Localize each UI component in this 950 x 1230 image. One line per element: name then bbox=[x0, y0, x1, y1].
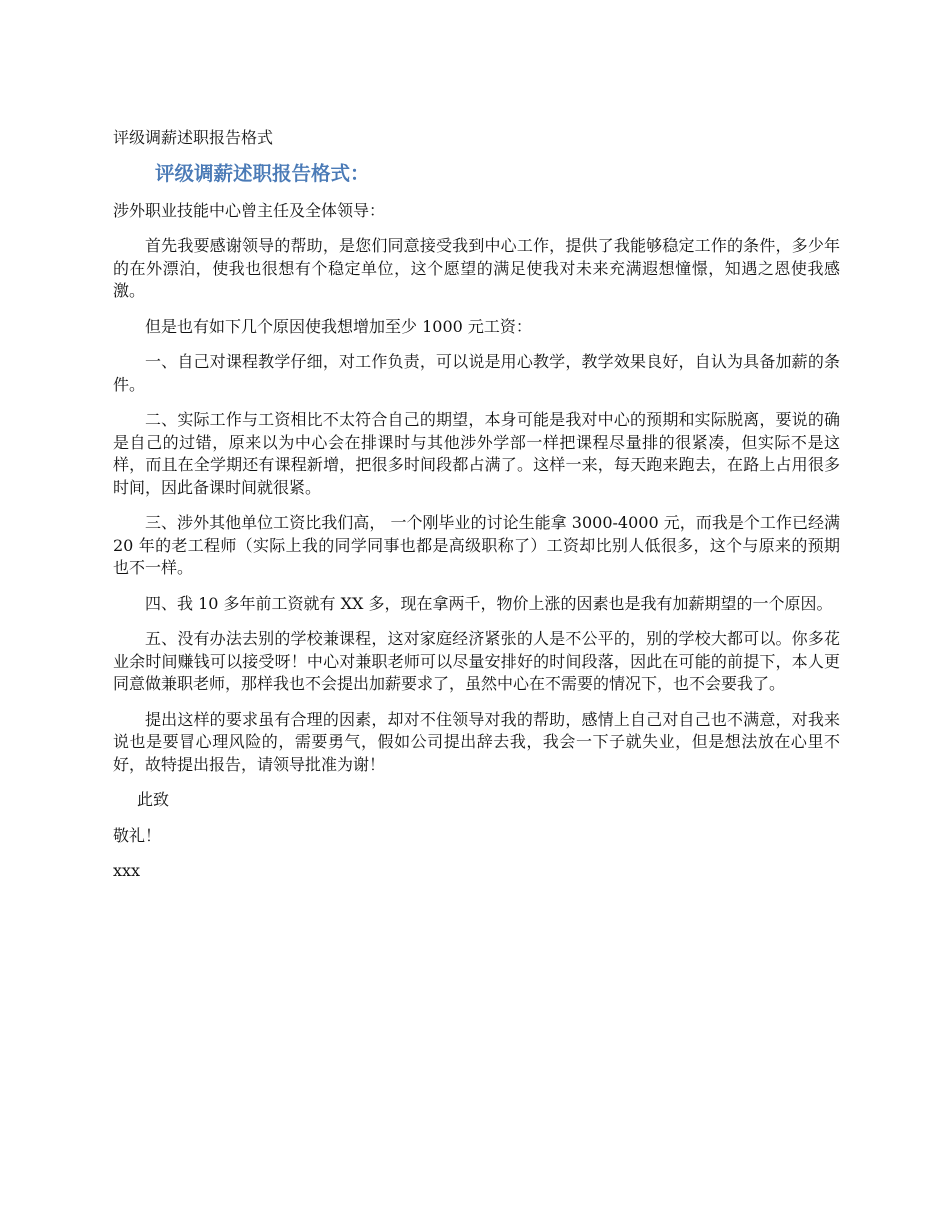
salutation: 涉外职业技能中心曾主任及全体领导： bbox=[113, 200, 386, 220]
paragraph-request: 但是也有如下几个原因使我想增加至少 1000 元工资： bbox=[145, 316, 532, 336]
document-page bbox=[113, 127, 840, 883]
paragraph-reason-1: 一、自己对课程教学仔细，对工作负责，可以说是用心教学，教学效果良好，自认为具备加薪的条件。 bbox=[113, 352, 840, 394]
paragraph-reason-4: 四、我 10 多年前工资就有 XX 多，现在拿两千，物价上涨的因素也是我有加薪期望的一个原因。 bbox=[145, 593, 833, 613]
document-title: 评级调薪述职报告格式 bbox=[113, 128, 274, 147]
closing: 此致 bbox=[137, 790, 170, 809]
paragraph-conclusion: 提出这样的要求虽有合理的因素，却对不住领导对我的帮助，感情上自己对自己也不满意，对我来说也是要冒心理风险的，需要勇气，假如公司提出辞去我，我会一下子就失业，但是想法放在心里不好，故特提出报告，请领导批准为谢！ bbox=[113, 709, 840, 774]
paragraph-reason-2: 二、实际工作与工资相比不太符合自己的期望，本身可能是我对中心的预期和实际脱离，要说的确是自己的过错，原来以为中心会在排课时与其他涉外学部一样把课程尽量排的很紧凑，但实际不是这样，而且在全学期还有课程新增，把很多时间段都占满了。这样一来，每天跑来跑去，在路上占用很多时间，因此备课时间就很紧。 bbox=[113, 410, 840, 497]
paragraph-reason-5: 五、没有办法去别的学校兼课程，这对家庭经济紧张的人是不公平的，别的学校大都可以。你多花业余时间赚钱可以接受呀！中心对兼职老师可以尽量安排好的时间段落，因此在可能的前提下，本人更同意做兼职老师，那样我也不会提出加薪要求了，虽然中心在不需要的情况下，也不会要我了。 bbox=[113, 629, 840, 693]
paragraph-gratitude: 首先我要感谢领导的帮助，是您们同意接受我到中心工作，提供了我能够稳定工作的条件，多少年的在外漂泊，使我也很想有个稳定单位，这个愿望的满足使我对未来充满遐想憧憬，知遇之恩使我感激。 bbox=[113, 236, 840, 300]
signature: xxx bbox=[113, 861, 141, 880]
paragraph-reason-3: 三、涉外其他单位工资比我们高， 一个刚毕业的讨论生能拿 3000-4000 元，而我是个工作已经满 20 年的老工程师（实际上我的同学同事也都是高级职称了）工资却比别人低很多，这个与原来的预期也不一样。 bbox=[113, 513, 840, 577]
document-heading: 评级调薪述职报告格式： bbox=[155, 161, 370, 185]
regards: 敬礼！ bbox=[113, 825, 162, 845]
